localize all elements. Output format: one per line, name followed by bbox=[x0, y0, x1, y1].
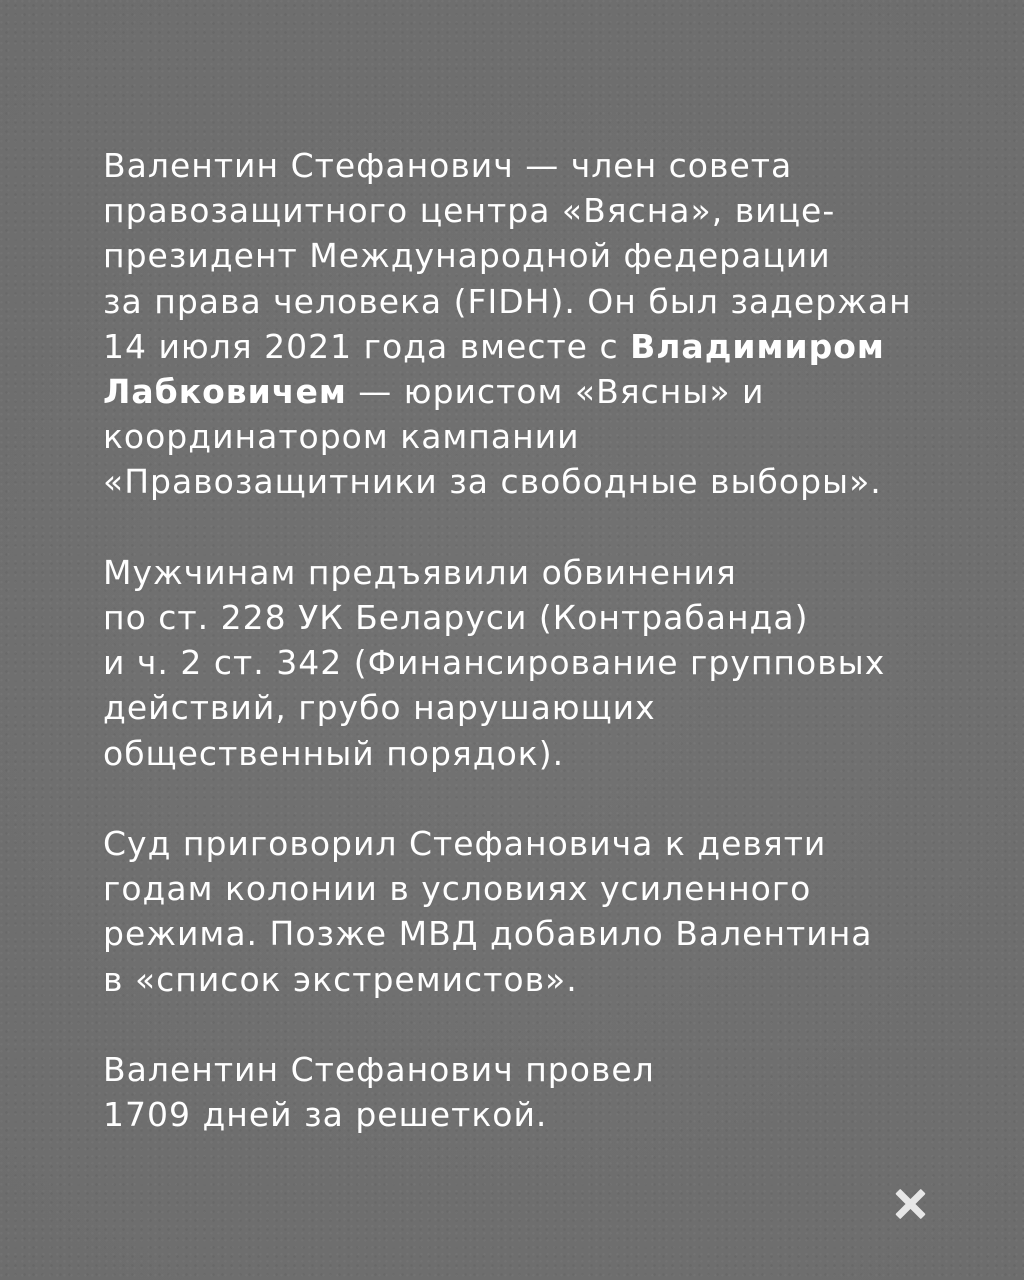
paragraph-2-line-5: общественный порядок). bbox=[103, 733, 565, 773]
paragraph-3-line-3: режима. Позже МВД добавило Валентина bbox=[103, 914, 873, 954]
paragraph-1-line-5 bbox=[103, 324, 963, 369]
paragraph-1-line-5-prefix: 14 июля 2021 года вместе с bbox=[103, 326, 631, 366]
paragraph-1-line-3: президент Международной федерации bbox=[103, 236, 831, 276]
paragraph-4 bbox=[103, 1047, 963, 1137]
paragraph-3-line-2: годам колонии в условиях усиленного bbox=[103, 869, 812, 909]
paragraph-2-line-1: Мужчинам предъявили обвинения bbox=[103, 552, 737, 592]
paragraph-2-line-2: по ст. 228 УК Беларуси (Контрабанда) bbox=[103, 598, 809, 638]
paragraph-4-line-2: 1709 дней за решеткой. bbox=[103, 1095, 548, 1135]
bold-name-part-2: Лабковичем bbox=[103, 372, 347, 412]
paragraph-2-line-3: и ч. 2 ст. 342 (Финансирование групповых bbox=[103, 643, 886, 683]
paragraph-1-line-6 bbox=[103, 369, 963, 414]
paragraph-1-line-1: Валентин Стефанович — член совета bbox=[103, 146, 793, 185]
bold-name-part-1: Владимиром bbox=[630, 326, 885, 366]
paragraph-1-line-4: за права человека (FIDH). Он был задержан bbox=[103, 281, 912, 321]
paragraph-1-line-2: правозащитного центра «Вясна», вице- bbox=[103, 191, 836, 231]
close-icon bbox=[891, 1185, 929, 1223]
paragraph-3-line-1: Суд приговорил Стефановича к девяти bbox=[103, 824, 827, 864]
paragraph-1-line-6-suffix: — юристом «Вясны» и bbox=[346, 372, 765, 412]
paragraph-2-line-4: действий, грубо нарушающих bbox=[103, 688, 656, 728]
paragraph-2 bbox=[103, 550, 963, 776]
story-text bbox=[103, 143, 963, 1137]
paragraph-1-line-8: «Правозащитники за свободные выборы». bbox=[103, 462, 882, 502]
paragraph-1 bbox=[103, 143, 963, 505]
paragraph-1-line-7: координатором кампании bbox=[103, 417, 580, 457]
paragraph-3-line-4: в «список экстремистов». bbox=[103, 959, 578, 999]
paragraph-4-line-1: Валентин Стефанович провел bbox=[103, 1050, 655, 1090]
paragraph-3 bbox=[103, 821, 963, 1002]
